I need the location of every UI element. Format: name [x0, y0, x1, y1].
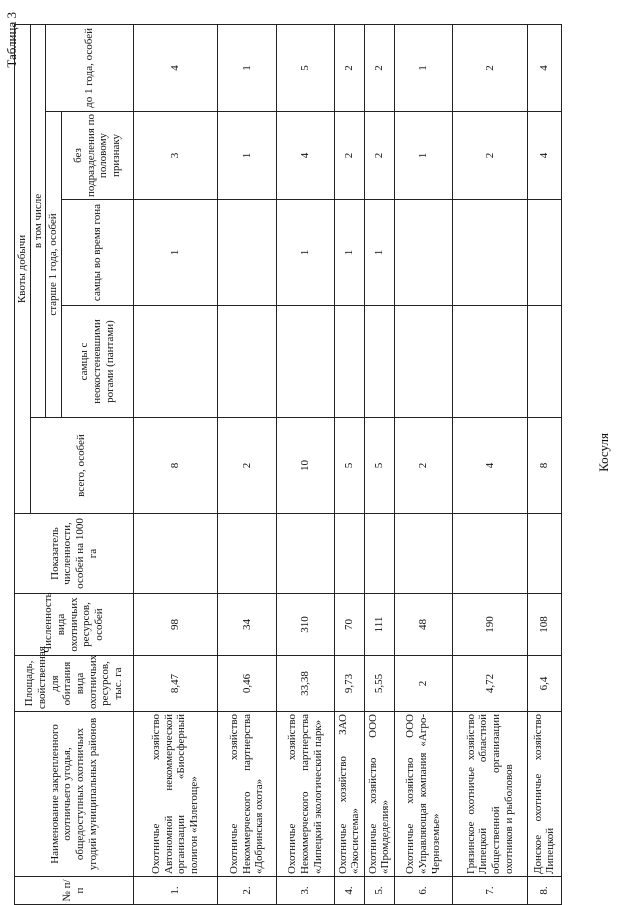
count-cell: 34 — [217, 594, 276, 656]
hunting-ground-name: Охотничье хозяйство Автономной некоммерческой организации «Биосферный полигон «Излегоще» — [133, 712, 217, 877]
total-cell: 5 — [334, 418, 364, 514]
density-cell — [276, 514, 334, 594]
hunting-ground-name: Донское охотничье хозяйство Липецкой — [527, 712, 561, 877]
total-cell: 4 — [452, 418, 527, 514]
total-cell: 2 — [394, 418, 452, 514]
table-row — [394, 24, 452, 904]
count-cell: 70 — [334, 594, 364, 656]
density-cell — [452, 514, 527, 594]
header-rut: самцы во время гона — [61, 200, 133, 306]
young-cell: 4 — [133, 24, 217, 111]
count-cell: 48 — [394, 594, 452, 656]
antlers-cell — [133, 306, 217, 418]
young-cell: 1 — [394, 24, 452, 111]
row-number: 2. — [217, 877, 276, 905]
row-number: 5. — [364, 877, 394, 905]
nosex-cell: 1 — [394, 112, 452, 200]
area-cell: 0,46 — [217, 656, 276, 712]
young-cell: 2 — [334, 24, 364, 111]
nosex-cell: 3 — [133, 112, 217, 200]
table-number: Таблица 3 — [4, 12, 19, 68]
row-number: 4. — [334, 877, 364, 905]
header-count: Численность вида охотничьих ресурсов, особей — [15, 594, 134, 656]
area-cell: 2 — [394, 656, 452, 712]
young-cell: 5 — [276, 24, 334, 111]
count-cell: 190 — [452, 594, 527, 656]
table-row — [364, 24, 394, 904]
antlers-cell — [394, 306, 452, 418]
density-cell — [527, 514, 561, 594]
header-incl: в том числе — [30, 24, 46, 417]
header-total: всего, особей — [30, 418, 133, 514]
count-cell: 310 — [276, 594, 334, 656]
young-cell: 4 — [527, 24, 561, 111]
hunting-ground-name: Грязинское охотничье хозяйство Липецкой областной общественной организации охотников и рыболовов — [452, 712, 527, 877]
table-row — [452, 24, 527, 904]
young-cell: 2 — [452, 24, 527, 111]
header-antlers: самцы с неокостеневшими рогами (пантами) — [61, 306, 133, 418]
hunting-ground-name: Охотничье хозяйство Некоммерческого партнерства «Липецкий экологический парк» — [276, 712, 334, 877]
nosex-cell: 2 — [364, 112, 394, 200]
total-cell: 5 — [364, 418, 394, 514]
nosex-cell: 2 — [452, 112, 527, 200]
header-density: Показатель численности, особей на 1000 га — [15, 514, 134, 594]
nosex-cell: 1 — [217, 112, 276, 200]
header-num: № п/п — [15, 877, 134, 905]
header-older: старше 1 года, особей — [46, 112, 62, 418]
density-cell — [133, 514, 217, 594]
rut-cell: 1 — [334, 200, 364, 306]
hunting-ground-name: Охотничье хозяйство ЗАО «Экосистема» — [334, 712, 364, 877]
header-quotas: Квоты добычи — [15, 24, 31, 513]
rut-cell: 1 — [133, 200, 217, 306]
area-cell: 6,4 — [527, 656, 561, 712]
young-cell: 2 — [364, 24, 394, 111]
rut-cell: 1 — [276, 200, 334, 306]
antlers-cell — [364, 306, 394, 418]
hunting-ground-name: Охотничье хозяйство ООО «Промдеделия» — [364, 712, 394, 877]
count-cell: 98 — [133, 594, 217, 656]
table-title: Косуля — [596, 433, 611, 472]
area-cell: 5,55 — [364, 656, 394, 712]
table-row — [334, 24, 364, 904]
antlers-cell — [452, 306, 527, 418]
header-area: Площадь, свойственная для обитания вида охотничьих ресурсов, тыс. га — [15, 656, 134, 712]
row-number: 8. — [527, 877, 561, 905]
nosex-cell: 4 — [276, 112, 334, 200]
hunting-ground-name: Охотничье хозяйство ООО «Управляющая компания «Агро-Черноземье» — [394, 712, 452, 877]
row-number: 1. — [133, 877, 217, 905]
count-cell: 108 — [527, 594, 561, 656]
density-cell — [364, 514, 394, 594]
density-cell — [394, 514, 452, 594]
header-name: Наименование закрепленного охотничьего угодья, общедоступных охотничьих угодий муниципальных районов — [15, 712, 134, 877]
young-cell: 1 — [217, 24, 276, 111]
row-number: 3. — [276, 877, 334, 905]
total-cell: 2 — [217, 418, 276, 514]
area-cell: 8,47 — [133, 656, 217, 712]
total-cell: 8 — [133, 418, 217, 514]
quota-table — [14, 24, 562, 905]
hunting-ground-name: Охотничье хозяйство Некоммерческого партнерства «Добринская охота» — [217, 712, 276, 877]
antlers-cell — [217, 306, 276, 418]
area-cell: 9,73 — [334, 656, 364, 712]
nosex-cell: 2 — [334, 112, 364, 200]
rut-cell — [217, 200, 276, 306]
count-cell: 111 — [364, 594, 394, 656]
rut-cell — [452, 200, 527, 306]
rut-cell — [394, 200, 452, 306]
table-row — [276, 24, 334, 904]
total-cell: 8 — [527, 418, 561, 514]
table-row — [217, 24, 276, 904]
density-cell — [334, 514, 364, 594]
nosex-cell: 4 — [527, 112, 561, 200]
header-young: до 1 года, особей — [46, 24, 134, 111]
total-cell: 10 — [276, 418, 334, 514]
row-number: 6. — [394, 877, 452, 905]
table-row — [133, 24, 217, 904]
table-row — [527, 24, 561, 904]
rut-cell: 1 — [364, 200, 394, 306]
area-cell: 4,72 — [452, 656, 527, 712]
density-cell — [217, 514, 276, 594]
antlers-cell — [334, 306, 364, 418]
antlers-cell — [527, 306, 561, 418]
area-cell: 33,38 — [276, 656, 334, 712]
row-number: 7. — [452, 877, 527, 905]
antlers-cell — [276, 306, 334, 418]
rut-cell — [527, 200, 561, 306]
header-nosex: без подразделения по половому признаку — [61, 112, 133, 200]
